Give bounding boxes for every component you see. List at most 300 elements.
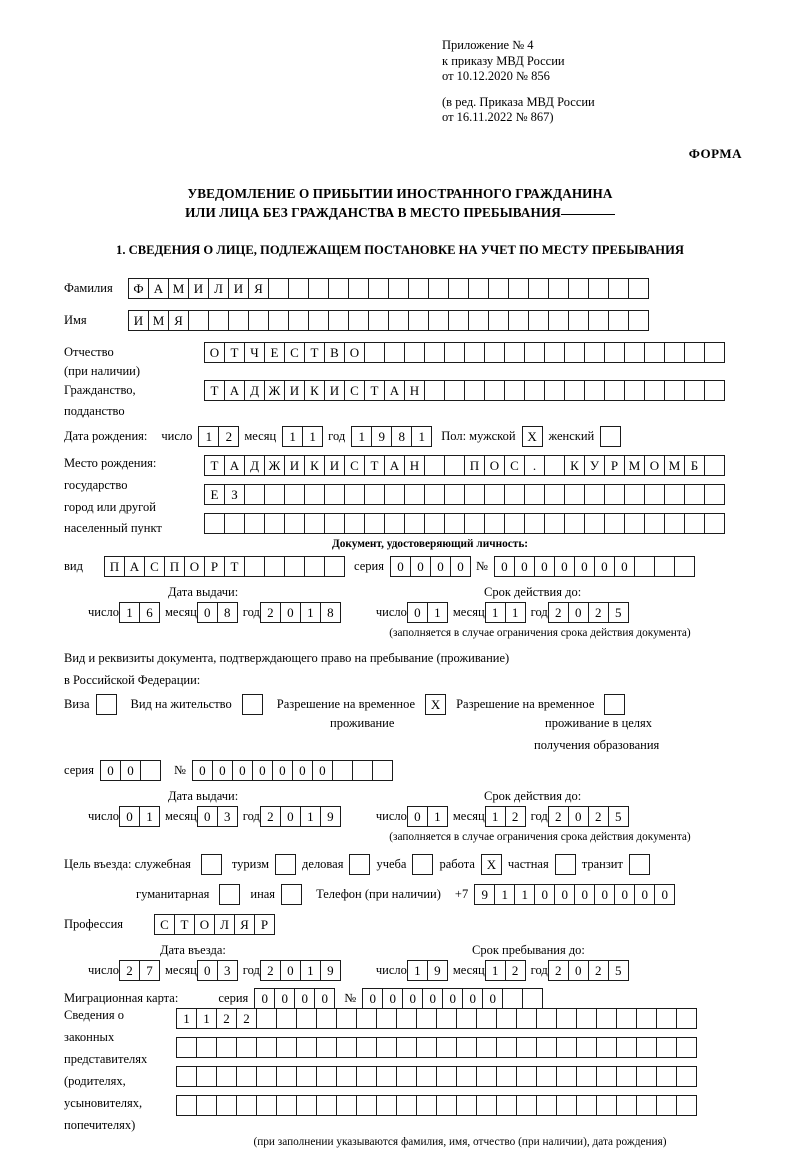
char-cell[interactable] [484, 380, 505, 401]
char-cell[interactable] [576, 1095, 597, 1116]
char-cell[interactable]: 1 [282, 426, 303, 447]
char-cell[interactable]: 6 [139, 602, 160, 623]
char-cell[interactable]: 0 [100, 760, 121, 781]
char-cell[interactable] [304, 513, 325, 534]
char-cell[interactable] [684, 513, 705, 534]
char-cell[interactable] [596, 1008, 617, 1029]
char-cell[interactable]: Ж [264, 380, 285, 401]
char-cell[interactable] [568, 278, 589, 299]
char-cell[interactable] [288, 278, 309, 299]
idoc-series-input[interactable] [390, 556, 470, 577]
char-cell[interactable] [596, 1037, 617, 1058]
char-cell[interactable] [416, 1037, 437, 1058]
char-cell[interactable]: 1 [427, 806, 448, 827]
char-cell[interactable]: У [584, 455, 605, 476]
idoc-issue-day-input[interactable] [119, 602, 159, 623]
char-cell[interactable] [596, 1066, 617, 1087]
char-cell[interactable] [556, 1008, 577, 1029]
char-cell[interactable] [424, 513, 445, 534]
char-cell[interactable] [544, 455, 565, 476]
char-cell[interactable] [596, 1095, 617, 1116]
char-cell[interactable] [284, 484, 305, 505]
char-cell[interactable]: 2 [505, 960, 526, 981]
char-cell[interactable] [268, 278, 289, 299]
char-cell[interactable] [296, 1037, 317, 1058]
char-cell[interactable]: Б [684, 455, 705, 476]
reps-line4-input[interactable] [176, 1095, 696, 1116]
char-cell[interactable] [356, 1066, 377, 1087]
char-cell[interactable]: А [124, 556, 145, 577]
char-cell[interactable] [496, 1008, 517, 1029]
char-cell[interactable] [176, 1095, 197, 1116]
char-cell[interactable] [288, 310, 309, 331]
char-cell[interactable] [328, 310, 349, 331]
char-cell[interactable]: 9 [371, 426, 392, 447]
temp-residence-checkbox[interactable]: X [425, 694, 446, 715]
char-cell[interactable] [484, 484, 505, 505]
char-cell[interactable] [544, 342, 565, 363]
char-cell[interactable]: И [228, 278, 249, 299]
char-cell[interactable] [516, 1066, 537, 1087]
char-cell[interactable]: 2 [505, 806, 526, 827]
char-cell[interactable]: 1 [119, 602, 140, 623]
char-cell[interactable] [664, 484, 685, 505]
char-cell[interactable] [548, 278, 569, 299]
char-cell[interactable] [256, 1066, 277, 1087]
char-cell[interactable] [644, 380, 665, 401]
char-cell[interactable] [676, 1037, 697, 1058]
char-cell[interactable] [524, 513, 545, 534]
char-cell[interactable]: Т [364, 455, 385, 476]
char-cell[interactable] [544, 380, 565, 401]
char-cell[interactable] [556, 1066, 577, 1087]
char-cell[interactable] [384, 342, 405, 363]
char-cell[interactable] [356, 1008, 377, 1029]
char-cell[interactable]: 1 [411, 426, 432, 447]
char-cell[interactable] [428, 310, 449, 331]
char-cell[interactable] [448, 310, 469, 331]
char-cell[interactable] [424, 342, 445, 363]
char-cell[interactable] [564, 513, 585, 534]
profession-input[interactable] [154, 914, 274, 935]
char-cell[interactable] [576, 1066, 597, 1087]
char-cell[interactable]: С [344, 455, 365, 476]
char-cell[interactable]: Я [248, 278, 269, 299]
char-cell[interactable]: 1 [300, 602, 321, 623]
char-cell[interactable]: 0 [442, 988, 463, 1009]
char-cell[interactable] [336, 1095, 357, 1116]
char-cell[interactable] [308, 310, 329, 331]
char-cell[interactable]: 0 [574, 884, 595, 905]
char-cell[interactable] [644, 342, 665, 363]
char-cell[interactable] [404, 513, 425, 534]
char-cell[interactable]: . [524, 455, 545, 476]
char-cell[interactable]: С [144, 556, 165, 577]
char-cell[interactable] [236, 1037, 257, 1058]
char-cell[interactable] [676, 1095, 697, 1116]
char-cell[interactable]: Ж [264, 455, 285, 476]
reps-line3-input[interactable] [176, 1066, 696, 1087]
char-cell[interactable] [484, 342, 505, 363]
char-cell[interactable]: 0 [314, 988, 335, 1009]
char-cell[interactable] [564, 380, 585, 401]
char-cell[interactable] [644, 513, 665, 534]
char-cell[interactable]: М [168, 278, 189, 299]
char-cell[interactable]: 0 [292, 760, 313, 781]
char-cell[interactable]: Т [224, 556, 245, 577]
char-cell[interactable] [372, 760, 393, 781]
purpose-humanitarian-checkbox[interactable] [219, 884, 240, 905]
char-cell[interactable] [628, 310, 649, 331]
char-cell[interactable]: 0 [294, 988, 315, 1009]
char-cell[interactable]: С [284, 342, 305, 363]
char-cell[interactable] [504, 342, 525, 363]
char-cell[interactable] [328, 278, 349, 299]
char-cell[interactable]: 1 [300, 960, 321, 981]
char-cell[interactable]: 1 [407, 960, 428, 981]
char-cell[interactable] [684, 380, 705, 401]
char-cell[interactable]: 8 [217, 602, 238, 623]
char-cell[interactable] [296, 1008, 317, 1029]
char-cell[interactable]: 0 [402, 988, 423, 1009]
char-cell[interactable]: 8 [391, 426, 412, 447]
char-cell[interactable] [548, 310, 569, 331]
char-cell[interactable]: 0 [614, 884, 635, 905]
char-cell[interactable] [584, 380, 605, 401]
char-cell[interactable] [616, 1008, 637, 1029]
char-cell[interactable]: О [344, 342, 365, 363]
char-cell[interactable] [376, 1008, 397, 1029]
char-cell[interactable] [684, 484, 705, 505]
char-cell[interactable]: П [164, 556, 185, 577]
char-cell[interactable]: 2 [588, 602, 609, 623]
char-cell[interactable]: И [324, 380, 345, 401]
char-cell[interactable] [236, 1066, 257, 1087]
purpose-work-checkbox[interactable]: X [481, 854, 502, 875]
char-cell[interactable] [496, 1037, 517, 1058]
char-cell[interactable]: А [224, 455, 245, 476]
char-cell[interactable] [416, 1066, 437, 1087]
char-cell[interactable]: К [564, 455, 585, 476]
char-cell[interactable] [396, 1008, 417, 1029]
char-cell[interactable] [704, 455, 725, 476]
char-cell[interactable] [528, 310, 549, 331]
char-cell[interactable] [576, 1037, 597, 1058]
char-cell[interactable]: 2 [260, 806, 281, 827]
char-cell[interactable]: 2 [260, 602, 281, 623]
char-cell[interactable] [656, 1066, 677, 1087]
char-cell[interactable] [344, 513, 365, 534]
purpose-study-checkbox[interactable] [412, 854, 433, 875]
char-cell[interactable] [556, 1037, 577, 1058]
char-cell[interactable] [664, 380, 685, 401]
char-cell[interactable] [276, 1008, 297, 1029]
char-cell[interactable]: 0 [274, 988, 295, 1009]
char-cell[interactable]: 0 [514, 556, 535, 577]
birthplace-line3-input[interactable] [204, 513, 724, 534]
char-cell[interactable]: М [664, 455, 685, 476]
char-cell[interactable]: Т [204, 455, 225, 476]
idoc-valid-year-input[interactable] [548, 602, 628, 623]
char-cell[interactable]: Т [174, 914, 195, 935]
char-cell[interactable] [196, 1066, 217, 1087]
char-cell[interactable] [464, 513, 485, 534]
char-cell[interactable] [536, 1066, 557, 1087]
char-cell[interactable]: 0 [197, 602, 218, 623]
char-cell[interactable] [428, 278, 449, 299]
char-cell[interactable] [388, 310, 409, 331]
char-cell[interactable]: П [104, 556, 125, 577]
char-cell[interactable]: П [464, 455, 485, 476]
reps-line2-input[interactable] [176, 1037, 696, 1058]
char-cell[interactable]: 0 [407, 806, 428, 827]
char-cell[interactable]: 9 [427, 960, 448, 981]
permit-valid-year-input[interactable] [548, 806, 628, 827]
char-cell[interactable] [244, 513, 265, 534]
char-cell[interactable]: 1 [351, 426, 372, 447]
char-cell[interactable]: Т [364, 380, 385, 401]
char-cell[interactable] [608, 278, 629, 299]
char-cell[interactable] [424, 455, 445, 476]
idoc-valid-month-input[interactable] [485, 602, 525, 623]
char-cell[interactable] [588, 310, 609, 331]
char-cell[interactable] [544, 484, 565, 505]
char-cell[interactable] [304, 556, 325, 577]
char-cell[interactable] [636, 1037, 657, 1058]
char-cell[interactable]: 0 [407, 602, 428, 623]
char-cell[interactable] [196, 1037, 217, 1058]
char-cell[interactable]: 0 [120, 760, 141, 781]
char-cell[interactable] [656, 1008, 677, 1029]
char-cell[interactable] [264, 484, 285, 505]
char-cell[interactable]: 8 [320, 602, 341, 623]
char-cell[interactable] [304, 484, 325, 505]
char-cell[interactable] [216, 1095, 237, 1116]
char-cell[interactable]: 3 [217, 960, 238, 981]
char-cell[interactable]: 0 [232, 760, 253, 781]
char-cell[interactable] [308, 278, 329, 299]
name-input[interactable] [128, 310, 648, 331]
char-cell[interactable]: 0 [450, 556, 471, 577]
char-cell[interactable]: 2 [218, 426, 239, 447]
char-cell[interactable]: А [224, 380, 245, 401]
char-cell[interactable] [424, 484, 445, 505]
char-cell[interactable]: Т [204, 380, 225, 401]
purpose-service-checkbox[interactable] [201, 854, 222, 875]
char-cell[interactable] [188, 310, 209, 331]
char-cell[interactable] [628, 278, 649, 299]
char-cell[interactable]: 0 [192, 760, 213, 781]
char-cell[interactable] [508, 278, 529, 299]
char-cell[interactable] [404, 484, 425, 505]
char-cell[interactable] [664, 342, 685, 363]
idoc-valid-day-input[interactable] [407, 602, 447, 623]
char-cell[interactable] [408, 278, 429, 299]
char-cell[interactable] [484, 513, 505, 534]
residence-permit-checkbox[interactable] [242, 694, 263, 715]
char-cell[interactable] [524, 380, 545, 401]
char-cell[interactable]: Е [264, 342, 285, 363]
purpose-tourism-checkbox[interactable] [275, 854, 296, 875]
char-cell[interactable] [248, 310, 269, 331]
char-cell[interactable] [634, 556, 655, 577]
char-cell[interactable] [576, 1008, 597, 1029]
permit-issue-year-input[interactable] [260, 806, 340, 827]
char-cell[interactable]: 0 [554, 884, 575, 905]
char-cell[interactable] [276, 1037, 297, 1058]
char-cell[interactable] [436, 1066, 457, 1087]
char-cell[interactable] [536, 1037, 557, 1058]
birthplace-line1-input[interactable] [204, 455, 724, 476]
char-cell[interactable] [504, 380, 525, 401]
char-cell[interactable] [674, 556, 695, 577]
char-cell[interactable] [176, 1066, 197, 1087]
char-cell[interactable] [256, 1095, 277, 1116]
char-cell[interactable]: 1 [485, 806, 506, 827]
char-cell[interactable] [404, 342, 425, 363]
citizenship-input[interactable] [204, 380, 724, 401]
char-cell[interactable] [584, 484, 605, 505]
char-cell[interactable]: А [384, 380, 405, 401]
char-cell[interactable] [244, 556, 265, 577]
char-cell[interactable]: 9 [320, 806, 341, 827]
char-cell[interactable] [676, 1066, 697, 1087]
char-cell[interactable]: И [188, 278, 209, 299]
stay-day-input[interactable] [407, 960, 447, 981]
char-cell[interactable] [656, 1037, 677, 1058]
char-cell[interactable]: 0 [197, 960, 218, 981]
char-cell[interactable]: Р [254, 914, 275, 935]
char-cell[interactable]: 0 [252, 760, 273, 781]
char-cell[interactable]: 0 [568, 960, 589, 981]
char-cell[interactable] [356, 1037, 377, 1058]
char-cell[interactable]: О [184, 556, 205, 577]
char-cell[interactable] [468, 310, 489, 331]
char-cell[interactable]: 2 [216, 1008, 237, 1029]
char-cell[interactable] [528, 278, 549, 299]
char-cell[interactable] [704, 484, 725, 505]
char-cell[interactable] [476, 1037, 497, 1058]
char-cell[interactable] [604, 380, 625, 401]
char-cell[interactable] [608, 310, 629, 331]
char-cell[interactable] [556, 1095, 577, 1116]
char-cell[interactable] [704, 342, 725, 363]
char-cell[interactable]: 1 [485, 960, 506, 981]
char-cell[interactable] [256, 1008, 277, 1029]
char-cell[interactable]: 0 [312, 760, 333, 781]
char-cell[interactable]: 0 [482, 988, 503, 1009]
char-cell[interactable]: А [148, 278, 169, 299]
char-cell[interactable]: 2 [548, 960, 569, 981]
char-cell[interactable]: 1 [176, 1008, 197, 1029]
char-cell[interactable]: 3 [217, 806, 238, 827]
char-cell[interactable]: О [644, 455, 665, 476]
char-cell[interactable]: Л [208, 278, 229, 299]
char-cell[interactable]: К [304, 380, 325, 401]
purpose-private-checkbox[interactable] [555, 854, 576, 875]
char-cell[interactable] [376, 1037, 397, 1058]
char-cell[interactable]: 0 [410, 556, 431, 577]
char-cell[interactable]: 0 [254, 988, 275, 1009]
char-cell[interactable]: Ч [244, 342, 265, 363]
char-cell[interactable] [524, 484, 545, 505]
char-cell[interactable]: 2 [548, 806, 569, 827]
char-cell[interactable] [228, 310, 249, 331]
char-cell[interactable] [368, 310, 389, 331]
char-cell[interactable] [624, 513, 645, 534]
char-cell[interactable]: 0 [654, 884, 675, 905]
char-cell[interactable] [604, 342, 625, 363]
char-cell[interactable] [216, 1066, 237, 1087]
char-cell[interactable] [464, 380, 485, 401]
char-cell[interactable] [408, 310, 429, 331]
char-cell[interactable] [368, 278, 389, 299]
char-cell[interactable]: О [484, 455, 505, 476]
char-cell[interactable]: И [284, 380, 305, 401]
char-cell[interactable] [396, 1066, 417, 1087]
char-cell[interactable] [624, 484, 645, 505]
char-cell[interactable]: 9 [320, 960, 341, 981]
char-cell[interactable] [524, 342, 545, 363]
char-cell[interactable] [516, 1008, 537, 1029]
char-cell[interactable] [502, 988, 523, 1009]
char-cell[interactable] [208, 310, 229, 331]
char-cell[interactable] [176, 1037, 197, 1058]
char-cell[interactable]: Д [244, 455, 265, 476]
char-cell[interactable]: 0 [462, 988, 483, 1009]
char-cell[interactable] [644, 484, 665, 505]
char-cell[interactable] [504, 513, 525, 534]
char-cell[interactable] [456, 1066, 477, 1087]
char-cell[interactable]: 1 [494, 884, 515, 905]
char-cell[interactable] [504, 484, 525, 505]
char-cell[interactable] [284, 556, 305, 577]
char-cell[interactable]: 0 [534, 556, 555, 577]
char-cell[interactable]: Ф [128, 278, 149, 299]
char-cell[interactable] [604, 484, 625, 505]
char-cell[interactable] [536, 1095, 557, 1116]
idoc-issue-year-input[interactable] [260, 602, 340, 623]
char-cell[interactable] [488, 310, 509, 331]
patronymic-input[interactable] [204, 342, 724, 363]
char-cell[interactable] [224, 513, 245, 534]
char-cell[interactable]: Т [224, 342, 245, 363]
surname-input[interactable] [128, 278, 648, 299]
char-cell[interactable]: 0 [494, 556, 515, 577]
char-cell[interactable]: 1 [300, 806, 321, 827]
char-cell[interactable]: 5 [608, 806, 629, 827]
char-cell[interactable]: Я [168, 310, 189, 331]
char-cell[interactable] [324, 556, 345, 577]
char-cell[interactable]: К [304, 455, 325, 476]
sex-male-checkbox[interactable]: X [522, 426, 543, 447]
char-cell[interactable]: 0 [362, 988, 383, 1009]
char-cell[interactable] [516, 1037, 537, 1058]
stay-month-input[interactable] [485, 960, 525, 981]
char-cell[interactable]: 0 [568, 602, 589, 623]
char-cell[interactable]: Я [234, 914, 255, 935]
char-cell[interactable] [564, 342, 585, 363]
char-cell[interactable] [316, 1037, 337, 1058]
char-cell[interactable]: 2 [236, 1008, 257, 1029]
char-cell[interactable] [444, 455, 465, 476]
char-cell[interactable] [256, 1037, 277, 1058]
char-cell[interactable]: С [154, 914, 175, 935]
char-cell[interactable]: 1 [198, 426, 219, 447]
char-cell[interactable] [508, 310, 529, 331]
char-cell[interactable] [376, 1095, 397, 1116]
char-cell[interactable]: 2 [588, 806, 609, 827]
